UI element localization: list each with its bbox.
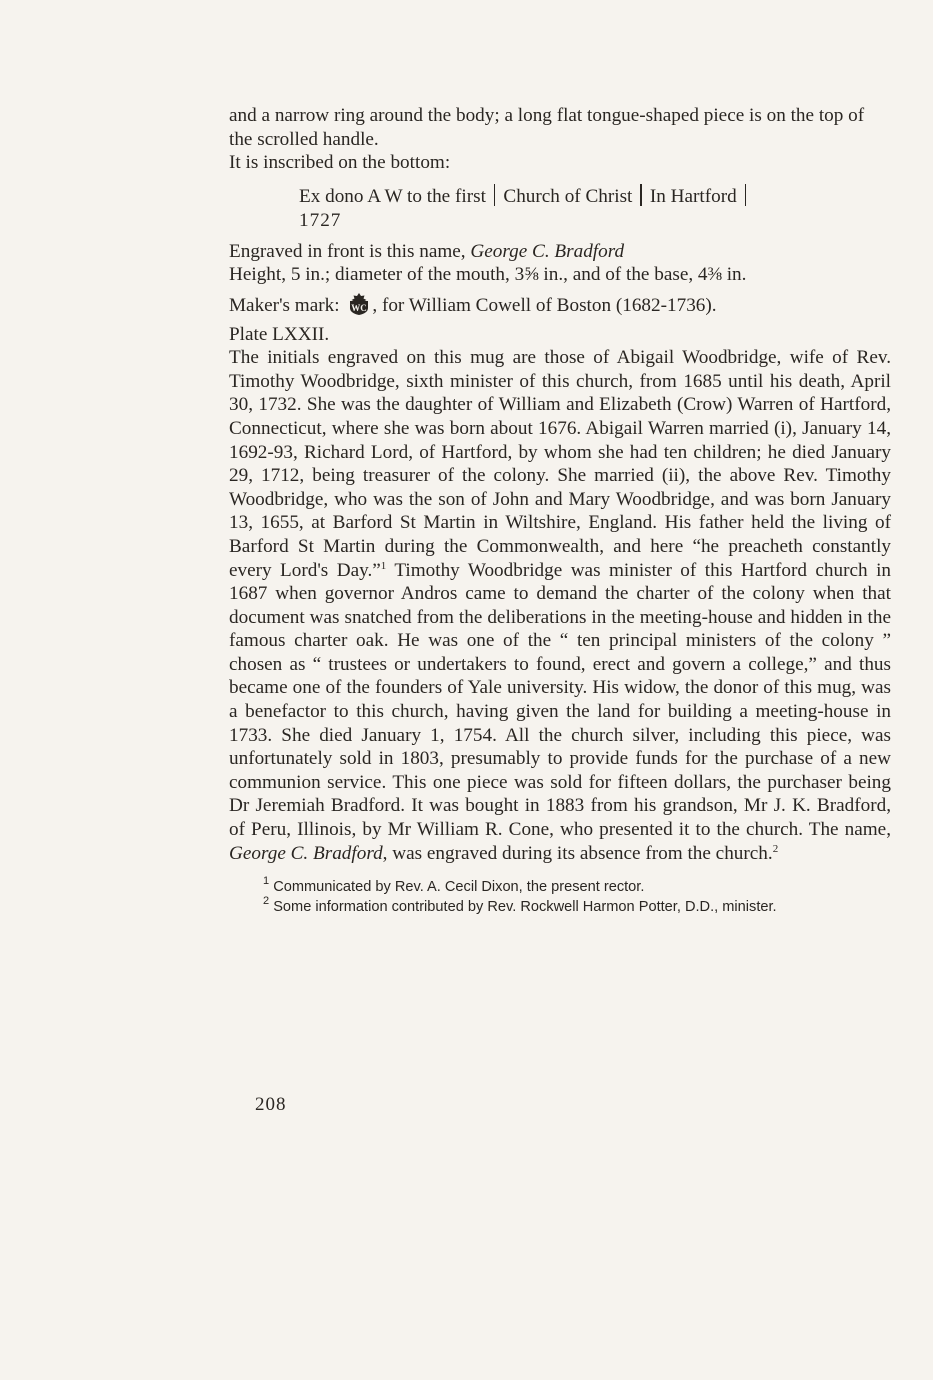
- inscription: [299, 184, 891, 233]
- inscription-divider: [640, 184, 642, 206]
- footnote-1: [263, 877, 891, 897]
- footnotes: [229, 877, 891, 917]
- inscription-year: 1727: [299, 209, 342, 231]
- main-paragraph-part-2: Timothy Woodbridge was minister of this Hartford church in 1687 when governor Andros came to demand the charter of the colony when that document was snatched from the deliberations in the meeting-house and hidden in the famous charter oak. He was one of the “ ten principal ministers of the colony ” chosen as “ trustees or undertakers to found, erect and govern a college,” and thus became one of the founders of Yale university. His widow, the donor of this mug, was a benefactor to this church, having given the land for building a meeting-house in 1733. She died January 1, 1754. All the church silver, including this piece, was unfortunately sold in 1803, presumably to provide funds for the purchase of a new communion service. This one piece was sold for fifteen dollars, the purchaser being Dr Jeremiah Bradford. It was bought in 1883 from his grandson, Mr J. K. Bradford, of Peru, Illinois, by Mr William R. Cone, who presented it to the church. The name,: [229, 559, 891, 841]
- engraved-line: [229, 240, 891, 264]
- body-text: [229, 104, 891, 917]
- footnote-text: Some information contributed by Rev. Rockwell Harmon Potter, D.D., minister.: [273, 899, 777, 916]
- footnote-ref-1: 1: [380, 559, 387, 572]
- page-number: 208: [255, 1094, 287, 1115]
- maker-suffix: , for William Cowell of Boston (1682-1736).: [372, 294, 717, 316]
- footnote-number: 1: [263, 875, 270, 888]
- inscription-part-1: Ex dono A W to the first: [299, 185, 486, 207]
- makers-mark-icon: [347, 292, 371, 316]
- plate-label: Plate LXXII.: [229, 323, 330, 345]
- height-line: Height, 5 in.; diameter of the mouth, 3⅝ in., and of the base, 4⅜ in.: [229, 264, 747, 286]
- makers-mark-letters: WC: [351, 302, 368, 313]
- main-italic-name: George C. Bradford: [229, 842, 383, 864]
- inscribed-line: It is inscribed on the bottom:: [229, 152, 451, 174]
- footnote-text: Communicated by Rev. A. Cecil Dixon, the present rector.: [273, 879, 645, 896]
- maker-prefix: Maker's mark:: [229, 294, 345, 316]
- inscription-part-3: In Hartford: [649, 185, 737, 207]
- intro-paragraph: and a narrow ring around the body; a long flat tongue-shaped piece is on the top of the scrolled handle.: [229, 105, 865, 150]
- maker-line: [229, 292, 891, 318]
- inscription-divider: [745, 184, 747, 206]
- engraved-prefix: Engraved in front is this name,: [229, 240, 471, 262]
- footnote-ref-2: 2: [772, 842, 779, 855]
- main-paragraph-part-3: , was engraved during its absence from the church.: [382, 842, 773, 864]
- footnote-number: 2: [263, 895, 270, 908]
- footnote-2: [263, 897, 891, 917]
- inscription-divider: [494, 184, 496, 206]
- main-paragraph-part-1: The initials engraved on this mug are those of Abigail Woodbridge, wife of Rev. Timothy Woodbridge, sixth minister of this church, from 1685 until his death, April 30, 1732. She was the daughter of William and Elizabeth (Crow) Warren of Hartford, Connecticut, where she was born about 1676. Abigail Warren married (i), January 14, 1692-93, Richard Lord, of Hartford, by whom she had ten children; he died January 29, 1712, being treasurer of the colony. She married (ii), the above Rev. Timothy Woodbridge, who was the son of John and Mary Woodbridge, and was born January 13, 1655, at Barford St Martin in Wiltshire, England. His father held the living of Barford St Martin during the Commonwealth, and here “he preacheth constantly every Lord's Day.”: [229, 347, 891, 581]
- main-paragraph: [229, 346, 891, 865]
- engraved-name: George C. Bradford: [470, 240, 625, 262]
- inscription-part-2: Church of Christ: [503, 185, 633, 207]
